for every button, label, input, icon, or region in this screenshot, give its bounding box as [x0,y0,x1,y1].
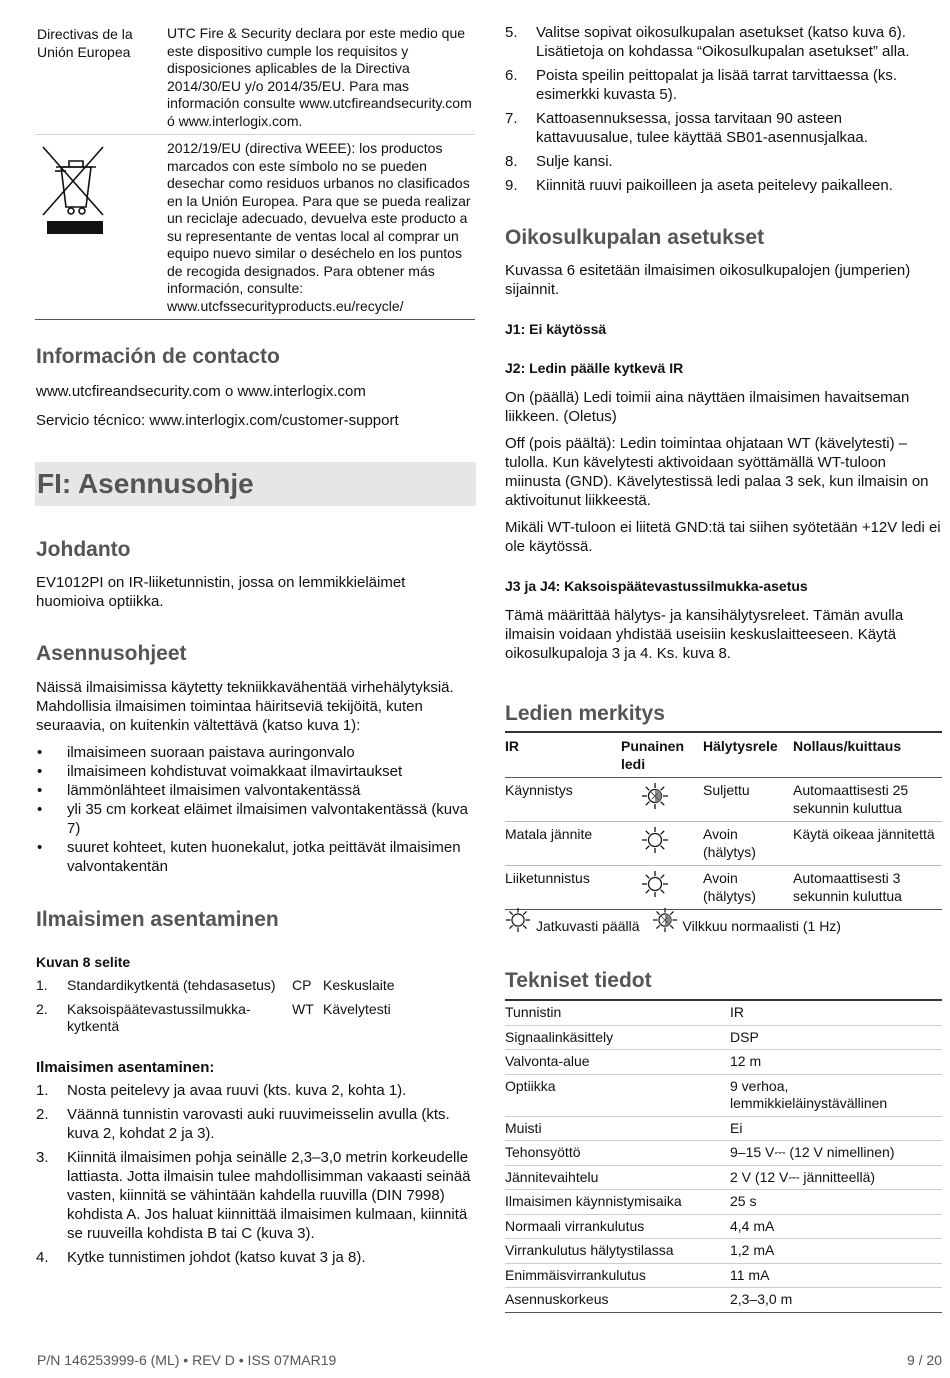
list-item: 9. Kiinnitä ruuvi paikoilleen ja aseta peitelevy paikalleen. [505,177,893,194]
contact-heading: Información de contacto [36,345,280,368]
column-header: Nollaus/kuittaus [793,732,942,778]
led-table [505,731,942,910]
led-steady-icon [641,826,669,854]
list-item: • lämmönlähteet ilmaisimen valvontakentässä [36,781,476,800]
table-row: Normaali virrankulutus 4,4 mA [505,1214,942,1239]
steps-heading: Ilmaisimen asentaminen: [36,1058,215,1076]
list-item: 3. Kiinnitä ilmaisimen pohja seinälle 2,3–3,0 metrin korkeudelle lattiasta. Jotta ilmaisin tulee mahdollisimman vakaasti seinää vasten, kiinnitä se vähintään kahdella ruuvilla (DIN 7998) kohdista A. Jos haluat kiinnittää ilmaisimen kulmaan, kiinnitä se ruuveilla kohdista B tai C (kuva 3). [36,1148,471,1242]
weee-text: 2012/19/EU (directiva WEEE): los productos marcados con este símbolo no se pueden desechar como residuos urbanos no clasificados en la Unión Europea. Para que se pueda realizar un reciclaje adecuado, devuelva este producto a su representante de ventas local al comprar un equipo nuevo similar o deséchelo en los puntos de recogida designados. Para obtener más información, consulte: www.utcfssecurityproducts.eu/recycle/ [167,140,471,314]
column-header: Punainen ledi [621,732,703,778]
mounting-section [36,907,476,1267]
table-row: Ilmaisimen käynnistymisaika 25 s [505,1190,942,1215]
table-row: Käynnistys Suljettu Automaattisesti 25 sekunnin kuluttua [505,778,942,822]
install-guide-section [36,641,476,876]
table-row: Optiikka 9 verhoa, lemmikkieläinystävällinen [505,1074,942,1116]
j34-heading: J3 ja J4: Kaksoispäätevastussilmukka-asetus [505,578,808,594]
tech-heading: Tekniset tiedot [505,969,652,992]
eu-directive-text: UTC Fire & Security declara por este medio que este dispositivo cumple los requisitos y disposiciones aplicables de la Directiva 2014/30/EU y/o 2014/35/EU. Para mas información consulte www.utcfireandsecurity.com ó www.interlogix.com. [167,25,472,129]
list-item: 2. Väännä tunnistin varovasti auki ruuvimeisselin avulla (kts. kuva 2, kohdat 2 ja 3). [36,1105,450,1142]
table-row: Asennuskorkeus 2,3–3,0 m [505,1288,942,1313]
j2-on-text: On (päällä) Ledi toimii aina näyttäen ilmaisimen havaitseman liikkeen. (Oletus) [505,389,910,425]
mounting-steps-continued [505,23,942,195]
list-item: • ilmaisimeen kohdistuvat voimakkaat ilmavirtaukset [36,762,476,781]
table-row: Muisti Ei [505,1116,942,1141]
install-guide-heading: Asennusohjeet [36,642,187,665]
table-row: Valvonta-alue 12 m [505,1050,942,1075]
list-item: 8. Sulje kansi. [505,153,613,170]
jumper-section [505,225,942,663]
table-header-row [505,732,942,778]
legend-steady-label: Jatkuvasti päällä [536,917,640,934]
table-row: 2. Kaksoispäätevastussilmukka-kytkentä WT Kävelytesti [36,1000,391,1034]
list-item: 4. Kytke tunnistimen johdot (katso kuvat 3 ja 8). [36,1248,366,1266]
j34-text: Tämä määrittää hälytys- ja kansihälytysreleet. Tämän avulla ilmaisin voidaan yhdistää useisiin keskuslaitteeseen. Käytä oikosulkupaloja 3 ja 4. Ks. kuva 8. [505,607,904,662]
list-item: • yli 35 cm korkeat eläimet ilmaisimen valvontakentässä (kuva 7) [36,800,476,838]
install-guide-list [36,743,476,876]
weee-crossed-bin-icon [41,145,111,237]
jumper-intro: Kuvassa 6 esitetään ilmaisimen oikosulkupalojen (jumperien) sijainnit. [505,262,911,298]
leds-heading: Ledien merkitys [505,702,665,725]
j2-note-text: Mikäli WT-tuloon ei liitetä GND:tä tai siihen syötetään +12V ledi ei ole käytössä. [505,519,941,555]
list-item: 1. Nosta peitelevy ja avaa ruuvi (kts. kuva 2, kohta 1). [36,1081,407,1099]
led-steady-icon [641,870,669,898]
tech-specs-table [505,999,942,1313]
table-row: Liiketunnistus Avoin (hälytys) Automaattisesti 3 sekunnin kuluttua [505,866,942,910]
j1-heading: J1: Ei käytössä [505,321,607,337]
legend-blink-label: Vilkkuu normaalisti (1 Hz) [682,917,841,934]
footer-page-number: 9 / 20 [906,1352,942,1368]
steps-continued-section [505,23,942,195]
j2-off-text: Off (pois päältä): Ledin toimintaa ohjataan WT (kävelytesti) – tulolla. Kun kävelytesti aktivoidaan syöttämällä WT-tuloon miinusta (GND). Kävelytestissä ledi palaa 3 sek, kun ilmaisin on aktivoitunut liikkeestä. [505,435,929,509]
intro-heading: Johdanto [36,538,131,561]
j2-heading: J2: Ledin päälle kytkevä IR [505,360,684,376]
fi-title-band [35,462,476,506]
key-heading: Kuvan 8 selite [36,954,131,970]
table-row: Signaalinkäsittely DSP [505,1025,942,1050]
eu-directive-row [35,20,475,134]
jumper-heading: Oikosulkupalan asetukset [505,226,765,249]
intro-section [36,537,476,611]
led-legend [505,907,942,933]
mounting-heading: Ilmaisimen asentaminen [36,908,279,931]
table-row: Jännitevaihtelu 2 V (12 V⎓ jännitteellä) [505,1165,942,1190]
eu-directive-label: Directivas de la Unión Europea [37,26,133,60]
led-blinking-icon [652,907,678,933]
intro-text: EV1012PI on IR-liiketunnistin, jossa on lemmikkieläimet huomioiva optiikka. [36,574,406,610]
list-item: 6. Poista speilin peittopalat ja lisää tarrat tarvittaessa (ks. esimerkki kuvasta 5). [505,67,898,103]
column-header: Hälytysrele [703,732,793,778]
list-item: 5. Valitse sopivat oikosulkupalan asetukset (katso kuva 6). Lisätietoja on kohdassa “Oikosulkupalan asetukset” alla. [505,24,910,60]
led-blinking-icon [641,782,669,810]
fi-title: FI: Asennusohje [37,468,254,499]
mounting-steps [36,1081,476,1267]
table-row: Enimmäisvirrankulutus 11 mA [505,1263,942,1288]
tech-heading-wrap [505,968,942,994]
leds-heading-wrap [505,701,942,727]
footer-part-number: P/N 146253999-6 (ML) • REV D • ISS 07MAR19 [37,1352,337,1368]
list-item: 7. Kattoasennuksessa, jossa tarvitaan 90 asteen kattavuusalue, tulee käyttää SB01-asennusjalkaa. [505,110,868,146]
contact-websites: www.utcfireandsecurity.com o www.interlogix.com [36,383,366,400]
contact-support: Servicio técnico: www.interlogix.com/customer-support [36,412,399,429]
weee-row [35,134,475,319]
eu-directives-table [35,20,475,320]
led-steady-icon [505,907,531,933]
install-guide-text: Näissä ilmaisimissa käytetty tekniikkavähentää virhehälytyksiä. Mahdollisia ilmaisimen toimintaa häiritseviä tekijöitä, kuten seuraavia, on kuitenkin vältettävä (katso kuva 1): [36,679,454,734]
column-header: IR [505,732,621,778]
list-item: • ilmaisimeen suoraan paistava auringonvalo [36,743,476,762]
table-row: Tunnistin IR [505,1000,942,1025]
figure-key-table [36,977,476,1036]
table-row: 1. Standardikytkentä (tehdasasetus) CP Keskuslaite [36,977,395,993]
table-row: Virrankulutus hälytystilassa 1,2 mA [505,1239,942,1264]
contact-section [36,344,476,430]
table-row: Tehonsyöttö 9–15 V⎓ (12 V nimellinen) [505,1141,942,1166]
list-item: • suuret kohteet, kuten huonekalut, jotka peittävät ilmaisimen valvontakentän [36,838,476,876]
table-row: Matala jännite Avoin (hälytys) Käytä oikeaa jännitettä [505,822,942,866]
